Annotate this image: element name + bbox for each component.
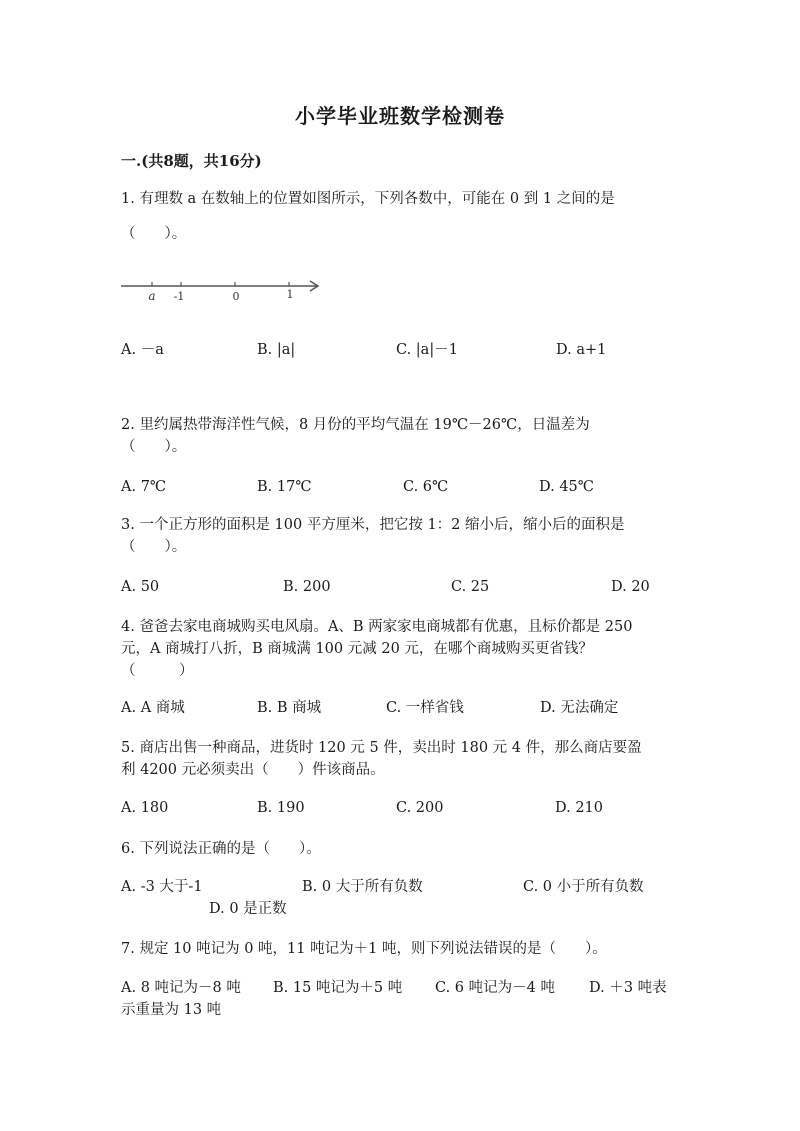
q1-option-a[interactable]: A. －a	[121, 342, 164, 358]
q1-option-c[interactable]: C. |a|－1	[396, 342, 458, 358]
q6-option-a[interactable]: A. -3 大于-1	[121, 879, 203, 895]
q4-option-d[interactable]: D. 无法确定	[540, 700, 619, 716]
label-a: a	[148, 289, 156, 303]
question-5-text-cont: 利 4200 元必须卖出（ ）件该商品。	[121, 762, 385, 778]
question-4-text: 4. 爸爸去家电商城购买电风扇。A、B 两家家电商城都有优惠，且标价都是 250	[121, 619, 633, 635]
number-line-figure	[119, 274, 329, 306]
q2-option-b[interactable]: B. 17℃	[257, 479, 312, 495]
q2-option-c[interactable]: C. 6℃	[403, 479, 449, 495]
question-4-blank: （ ）	[121, 663, 194, 679]
q6-option-d[interactable]: D. 0 是正数	[209, 901, 287, 917]
q1-option-b[interactable]: B. |a|	[257, 342, 296, 358]
q5-option-a[interactable]: A. 180	[121, 800, 169, 816]
q5-option-c[interactable]: C. 200	[396, 800, 444, 816]
section-heading: 一.(共8题，共16分)	[121, 152, 262, 170]
question-3-blank: （ ）。	[121, 539, 187, 555]
question-2-blank: （ ）。	[121, 439, 187, 455]
q7-option-d[interactable]: D. ＋3 吨表	[589, 980, 667, 996]
q3-option-c[interactable]: C. 25	[451, 579, 490, 595]
q2-option-a[interactable]: A. 7℃	[121, 479, 167, 495]
q3-option-d[interactable]: D. 20	[611, 579, 650, 595]
q3-option-a[interactable]: A. 50	[121, 579, 160, 595]
question-7-text: 7. 规定 10 吨记为 0 吨，11 吨记为＋1 吨，则下列说法错误的是（ ）。	[121, 941, 607, 957]
question-1-blank: （ ）。	[121, 226, 187, 242]
q3-option-b[interactable]: B. 200	[283, 579, 331, 595]
question-3-text: 3. 一个正方形的面积是 100 平方厘米，把它按 1：2 缩小后，缩小后的面积是	[121, 517, 625, 533]
q4-option-c[interactable]: C. 一样省钱	[386, 700, 464, 716]
page-title: 小学毕业班数学检测卷	[295, 104, 505, 128]
q6-option-c[interactable]: C. 0 小于所有负数	[523, 879, 644, 895]
q5-option-d[interactable]: D. 210	[555, 800, 604, 816]
q5-option-b[interactable]: B. 190	[257, 800, 305, 816]
question-4-text-cont: 元，A 商城打八折，B 商城满 100 元减 20 元，在哪个商城购买更省钱？	[121, 641, 593, 657]
q4-option-b[interactable]: B. B 商城	[257, 700, 322, 716]
q7-option-c[interactable]: C. 6 吨记为－4 吨	[435, 980, 555, 996]
q1-option-d[interactable]: D. a+1	[556, 342, 607, 358]
label-minus-1: -1	[173, 290, 185, 303]
q7-option-b[interactable]: B. 15 吨记为＋5 吨	[273, 980, 403, 996]
label-0: 0	[232, 290, 240, 303]
question-2-text: 2. 里约属热带海洋性气候，8 月份的平均气温在 19℃－26℃，日温差为	[121, 417, 590, 433]
q7-option-d-cont: 示重量为 13 吨	[121, 1002, 222, 1018]
label-1: 1	[286, 288, 294, 301]
question-1-text: 1. 有理数 a 在数轴上的位置如图所示，下列各数中，可能在 0 到 1 之间的是	[121, 191, 615, 207]
q2-option-d[interactable]: D. 45℃	[539, 479, 594, 495]
q7-option-a[interactable]: A. 8 吨记为－8 吨	[121, 980, 241, 996]
question-5-text: 5. 商店出售一种商品，进货时 120 元 5 件，卖出时 180 元 4 件，那么商店要盈	[121, 740, 642, 756]
question-6-text: 6. 下列说法正确的是（ ）。	[121, 841, 321, 857]
q4-option-a[interactable]: A. A 商城	[121, 700, 185, 716]
q6-option-b[interactable]: B. 0 大于所有负数	[302, 879, 423, 895]
